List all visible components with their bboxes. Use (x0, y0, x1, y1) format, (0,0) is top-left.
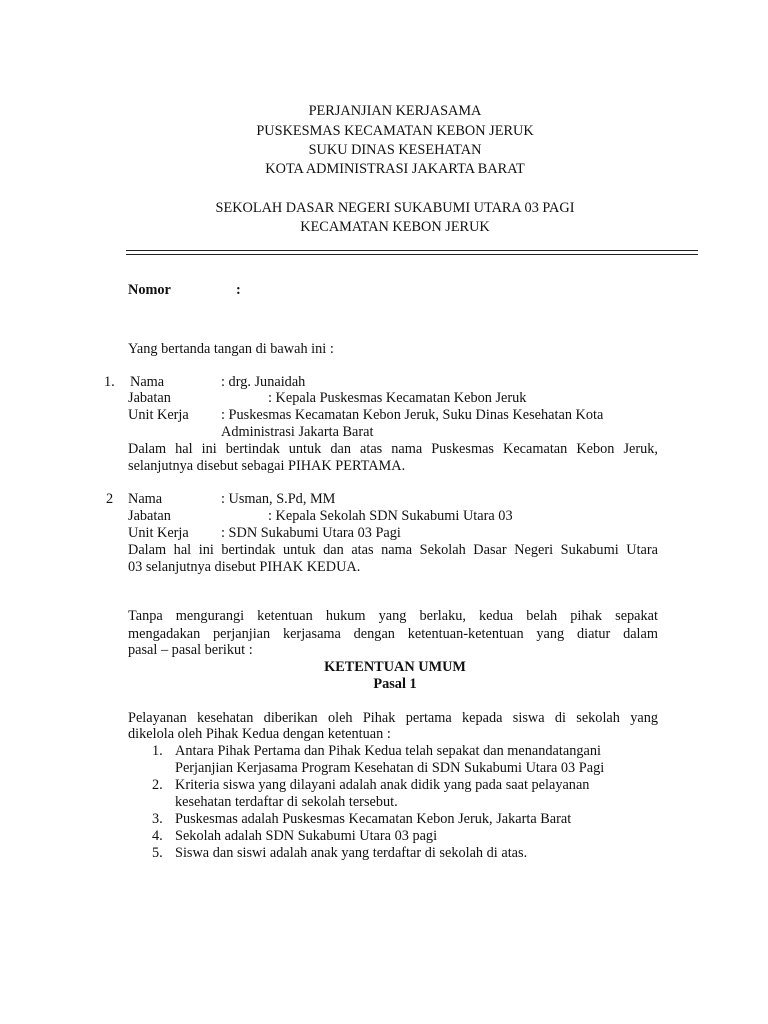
party2-desc-line1: Dalam hal ini bertindak untuk dan atas nama Sekolah Dasar Negeri Sukabumi Utara (128, 542, 658, 558)
party2-nama-label: Nama (128, 491, 163, 507)
party2-unit-value: : SDN Sukabumi Utara 03 Pagi (221, 525, 401, 541)
header-kota: KOTA ADMINISTRASI JAKARTA BARAT (265, 161, 525, 177)
list-item-text: Antara Pihak Pertama dan Pihak Kedua telah sepakat dan menandatangani (175, 743, 601, 759)
intro-text: Yang bertanda tangan di bawah ini : (128, 341, 334, 357)
party1-jabatan-label: Jabatan (128, 390, 171, 406)
preamble-line1: Tanpa mengurangi ketentuan hukum yang berlaku, kedua belah pihak sepakat (128, 608, 658, 624)
nomor-colon: : (236, 282, 241, 298)
section-title: KETENTUAN UMUM (324, 659, 466, 675)
nomor-label: Nomor (128, 282, 171, 298)
party2-jabatan-value: : Kepala Sekolah SDN Sukabumi Utara 03 (268, 508, 513, 524)
party1-unit-value-cont: Administrasi Jakarta Barat (221, 424, 374, 440)
header-rule-bottom (126, 254, 698, 255)
party2-jabatan-label: Jabatan (128, 508, 171, 524)
list-item-text: Puskesmas adalah Puskesmas Kecamatan Kebon Jeruk, Jakarta Barat (175, 811, 572, 827)
header-suku-dinas: SUKU DINAS KESEHATAN (308, 142, 482, 158)
party1-nama-label: Nama (130, 374, 165, 390)
list-item-number: 1. (152, 743, 163, 759)
list-item-number: 2. (152, 777, 163, 793)
party2-nama-value: : Usman, S.Pd, MM (221, 491, 336, 507)
header-puskesmas: PUSKESMAS KECAMATAN KEBON JERUK (256, 123, 534, 139)
pasal1-intro-line1: Pelayanan kesehatan diberikan oleh Pihak pertama kepada siswa di sekolah yang (128, 710, 658, 726)
header-rule-top (126, 250, 698, 251)
party2-unit-label: Unit Kerja (128, 525, 189, 541)
party1-desc-line2: selanjutnya disebut sebagai PIHAK PERTAMA. (128, 458, 406, 474)
party2-number: 2 (106, 491, 114, 507)
party1-nama-value: : drg. Junaidah (221, 374, 306, 390)
party1-number: 1. (104, 374, 115, 390)
list-item-text: Sekolah adalah SDN Sukabumi Utara 03 pagi (175, 828, 438, 844)
party2-desc-line2: 03 selanjutnya disebut PIHAK KEDUA. (128, 559, 361, 575)
party1-desc-line1: Dalam hal ini bertindak untuk dan atas nama Puskesmas Kecamatan Kebon Jeruk, (128, 441, 658, 457)
header-kecamatan: KECAMATAN KEBON JERUK (300, 219, 490, 235)
party1-jabatan-value: : Kepala Puskesmas Kecamatan Kebon Jeruk (268, 390, 527, 406)
list-item-number: 3. (152, 811, 163, 827)
list-item-text: Kriteria siswa yang dilayani adalah anak didik yang pada saat pelayanan (175, 777, 590, 793)
party1-unit-label: Unit Kerja (128, 407, 189, 423)
pasal-heading: Pasal 1 (373, 676, 417, 692)
list-item-number: 5. (152, 845, 163, 861)
header-sekolah: SEKOLAH DASAR NEGERI SUKABUMI UTARA 03 PAGI (215, 200, 575, 216)
preamble-line3: pasal – pasal berikut : (128, 642, 253, 658)
list-item-text-cont: kesehatan terdaftar di sekolah tersebut. (175, 794, 398, 810)
pasal1-intro-line2: dikelola oleh Pihak Kedua dengan ketentuan : (128, 726, 391, 742)
header-title: PERJANJIAN KERJASAMA (308, 103, 482, 119)
list-item-text: Siswa dan siswi adalah anak yang terdaftar di sekolah di atas. (175, 845, 528, 861)
party1-unit-value: : Puskesmas Kecamatan Kebon Jeruk, Suku Dinas Kesehatan Kota (221, 407, 604, 423)
preamble-line2: mengadakan perjanjian kerjasama dengan ketentuan-ketentuan yang diatur dalam (128, 626, 658, 642)
list-item-number: 4. (152, 828, 163, 844)
list-item-text-cont: Perjanjian Kerjasama Program Kesehatan di SDN Sukabumi Utara 03 Pagi (175, 760, 605, 776)
